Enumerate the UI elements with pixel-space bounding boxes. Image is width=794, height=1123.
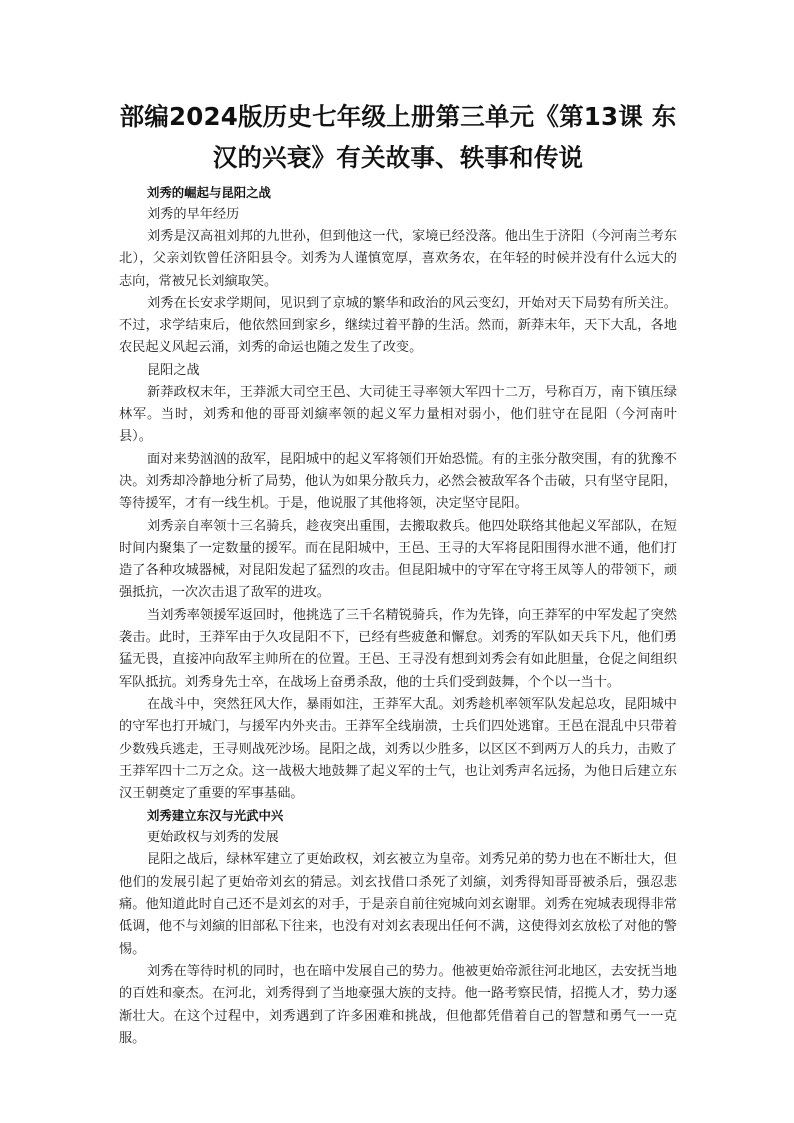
section-heading: 刘秀建立东汉与光武中兴 — [147, 808, 284, 824]
document-title — [119, 96, 677, 178]
paragraph: 刘秀在等待时机的同时，也在暗中发展自己的势力。他被更始帝派往河北地区，去安抚当地的百姓和豪杰。在河北，刘秀得到了当地豪强大族的支持。他一路考察民情，招揽人才，势力逐渐壮大。在这个过程中，刘秀遇到了许多困难和挑战，但他都凭借着自己的智慧和勇气一一克服。 — [119, 963, 677, 1046]
sub-heading: 昆阳之战 — [147, 362, 200, 378]
title-line-2: 汉的兴衰》有关故事、轶事和传说 — [212, 143, 584, 172]
sub-heading: 更始政权与刘秀的发展 — [147, 830, 279, 846]
paragraph: 新莽政权末年，王莽派大司空王邑、大司徒王寻率领大军四十二万，号称百万，南下镇压绿林军。当时，刘秀和他的哥哥刘縯率领的起义军力量相对弱小，他们驻守在昆阳（今河南叶县）。 — [119, 384, 677, 445]
document-body — [119, 182, 677, 1050]
paragraph: 面对来势汹汹的敌军，昆阳城中的起义军将领们开始恐慌。有的主张分散突围，有的犹豫不决。刘秀却冷静地分析了局势，他认为如果分散兵力，必然会被敌军各个击破，只有坚守昆阳，等待援军，才有一线生机。于是，他说服了其他将领，决定坚守昆阳。 — [119, 451, 677, 512]
paragraph: 刘秀亲自率领十三名骑兵，趁夜突出重围，去搬取救兵。他四处联络其他起义军部队，在短时间内聚集了一定数量的援军。而在昆阳城中，王邑、王寻的大军将昆阳围得水泄不通，他们打造了各种攻城器械，对昆阳发起了猛烈的攻击。但昆阳城中的守军在守将王凤等人的带领下，顽强抵抗，一次次击退了敌军的进攻。 — [119, 518, 677, 601]
paragraph: 刘秀在长安求学期间，见识到了京城的繁华和政治的风云变幻，开始对天下局势有所关注。不过，求学结束后，他依然回到家乡，继续过着平静的生活。然而，新莽末年，天下大乱，各地农民起义风起云涌，刘秀的命运也随之发生了改变。 — [119, 295, 677, 356]
sub-heading: 刘秀的早年经历 — [147, 207, 240, 222]
paragraph: 刘秀是汉高祖刘邦的九世孙，但到他这一代，家境已经没落。他出生于济阳（今河南兰考东北），父亲刘钦曾任济阳县令。刘秀为人谨慎宽厚，喜欢务农，在年轻的时候并没有什么远大的志向，常被兄长刘縯取笑。 — [119, 229, 677, 289]
paragraph: 昆阳之战后，绿林军建立了更始政权，刘玄被立为皇帝。刘秀兄弟的势力也在不断壮大，但他们的发展引起了更始帝刘玄的猜忌。刘玄找借口杀死了刘縯，刘秀得知哥哥被杀后，强忍悲痛。他知道此时自己还不是刘玄的对手，于是亲自前往宛城向刘玄谢罪。刘秀在宛城表现得非常低调，他不与刘縯的旧部私下往来，也没有对刘玄表现出任何不满，这使得刘玄放松了对他的警惕。 — [119, 852, 677, 957]
paragraph: 在战斗中，突然狂风大作，暴雨如注，王莽军大乱。刘秀趁机率领军队发起总攻，昆阳城中的守军也打开城门，与援军内外夹击。王莽军全线崩溃，士兵们四处逃窜。王邑在混乱中只带着少数残兵逃走，王寻则战死沙场。昆阳之战，刘秀以少胜多，以区区不到两万人的兵力，击败了王莽军四十二万之众。这一战极大地鼓舞了起义军的士气，也让刘秀声名远扬，为他日后建立东汉王朝奠定了重要的军事基础。 — [119, 696, 677, 802]
section-heading: 刘秀的崛起与昆阳之战 — [147, 185, 271, 200]
title-line-1: 部编2024版历史七年级上册第三单元《第13课 东 — [119, 102, 677, 131]
paragraph: 当刘秀率领援军返回时，他挑选了三千名精锐骑兵，作为先锋，向王莽军的中军发起了突然袭击。此时，王莽军由于久攻昆阳不下，已经有些疲惫和懈怠。刘秀的军队如天兵下凡，他们勇猛无畏，直接冲向敌军主帅所在的位置。王邑、王寻没有想到刘秀会有如此胆量，仓促之间组织军队抵抗。刘秀身先士卒，在战场上奋勇杀敌，他的士兵们受到鼓舞，个个以一当十。 — [119, 607, 677, 690]
